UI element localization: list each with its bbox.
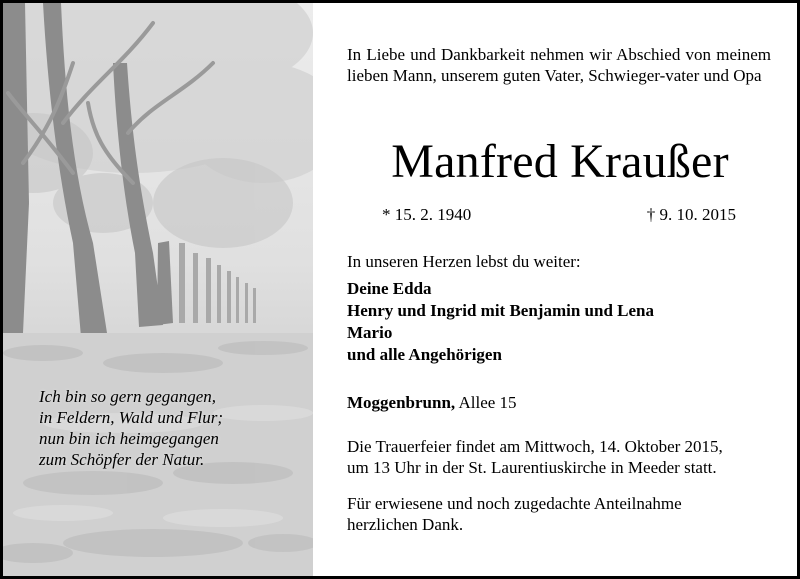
thanks-line: Für erwiesene und noch zugedachte Anteilnahme	[347, 494, 682, 513]
mourner-entry: Henry und Ingrid mit Benjamin und Lena	[347, 301, 655, 320]
poem-line: Ich bin so gern gegangen,	[39, 387, 217, 406]
poem-line: zum Schöpfer der Natur.	[39, 450, 205, 469]
address-place: Moggenbrunn,	[347, 393, 456, 412]
thanks-line: herzlichen Dank.	[347, 515, 464, 534]
family-address	[347, 392, 517, 413]
poem-line: nun bin ich heimgegangen	[39, 429, 219, 448]
birth-date: * 15. 2. 1940	[382, 205, 472, 224]
death-date: † 9. 10. 2015	[646, 205, 736, 224]
mourner-entry: Deine Edda	[347, 279, 432, 298]
mourner-entry: Mario	[347, 323, 393, 342]
funeral-ceremony-info	[347, 436, 723, 478]
deceased-name: Manfred Kraußer	[391, 135, 729, 188]
mourners-list	[347, 278, 654, 366]
mourner-entry: und alle Angehörigen	[347, 345, 502, 364]
memorial-poem	[39, 386, 223, 470]
tree-avenue-illustration	[3, 3, 313, 576]
address-street: Allee 15	[458, 393, 517, 412]
thanks-note	[347, 493, 682, 535]
ceremony-line: Die Trauerfeier findet am Mittwoch, 14. Oktober 2015,	[347, 437, 723, 456]
poem-line: in Feldern, Wald und Flur;	[39, 408, 223, 427]
autumn-avenue-photo	[3, 3, 313, 576]
farewell-intro: In Liebe und Dankbarkeit nehmen wir Abschied von meinem lieben Mann, unserem guten Vater, Schwieger-vater und Opa	[347, 45, 771, 85]
hearts-line: In unseren Herzen lebst du weiter:	[347, 252, 581, 271]
ceremony-line: um 13 Uhr in der St. Laurentiuskirche in Meeder statt.	[347, 458, 717, 477]
